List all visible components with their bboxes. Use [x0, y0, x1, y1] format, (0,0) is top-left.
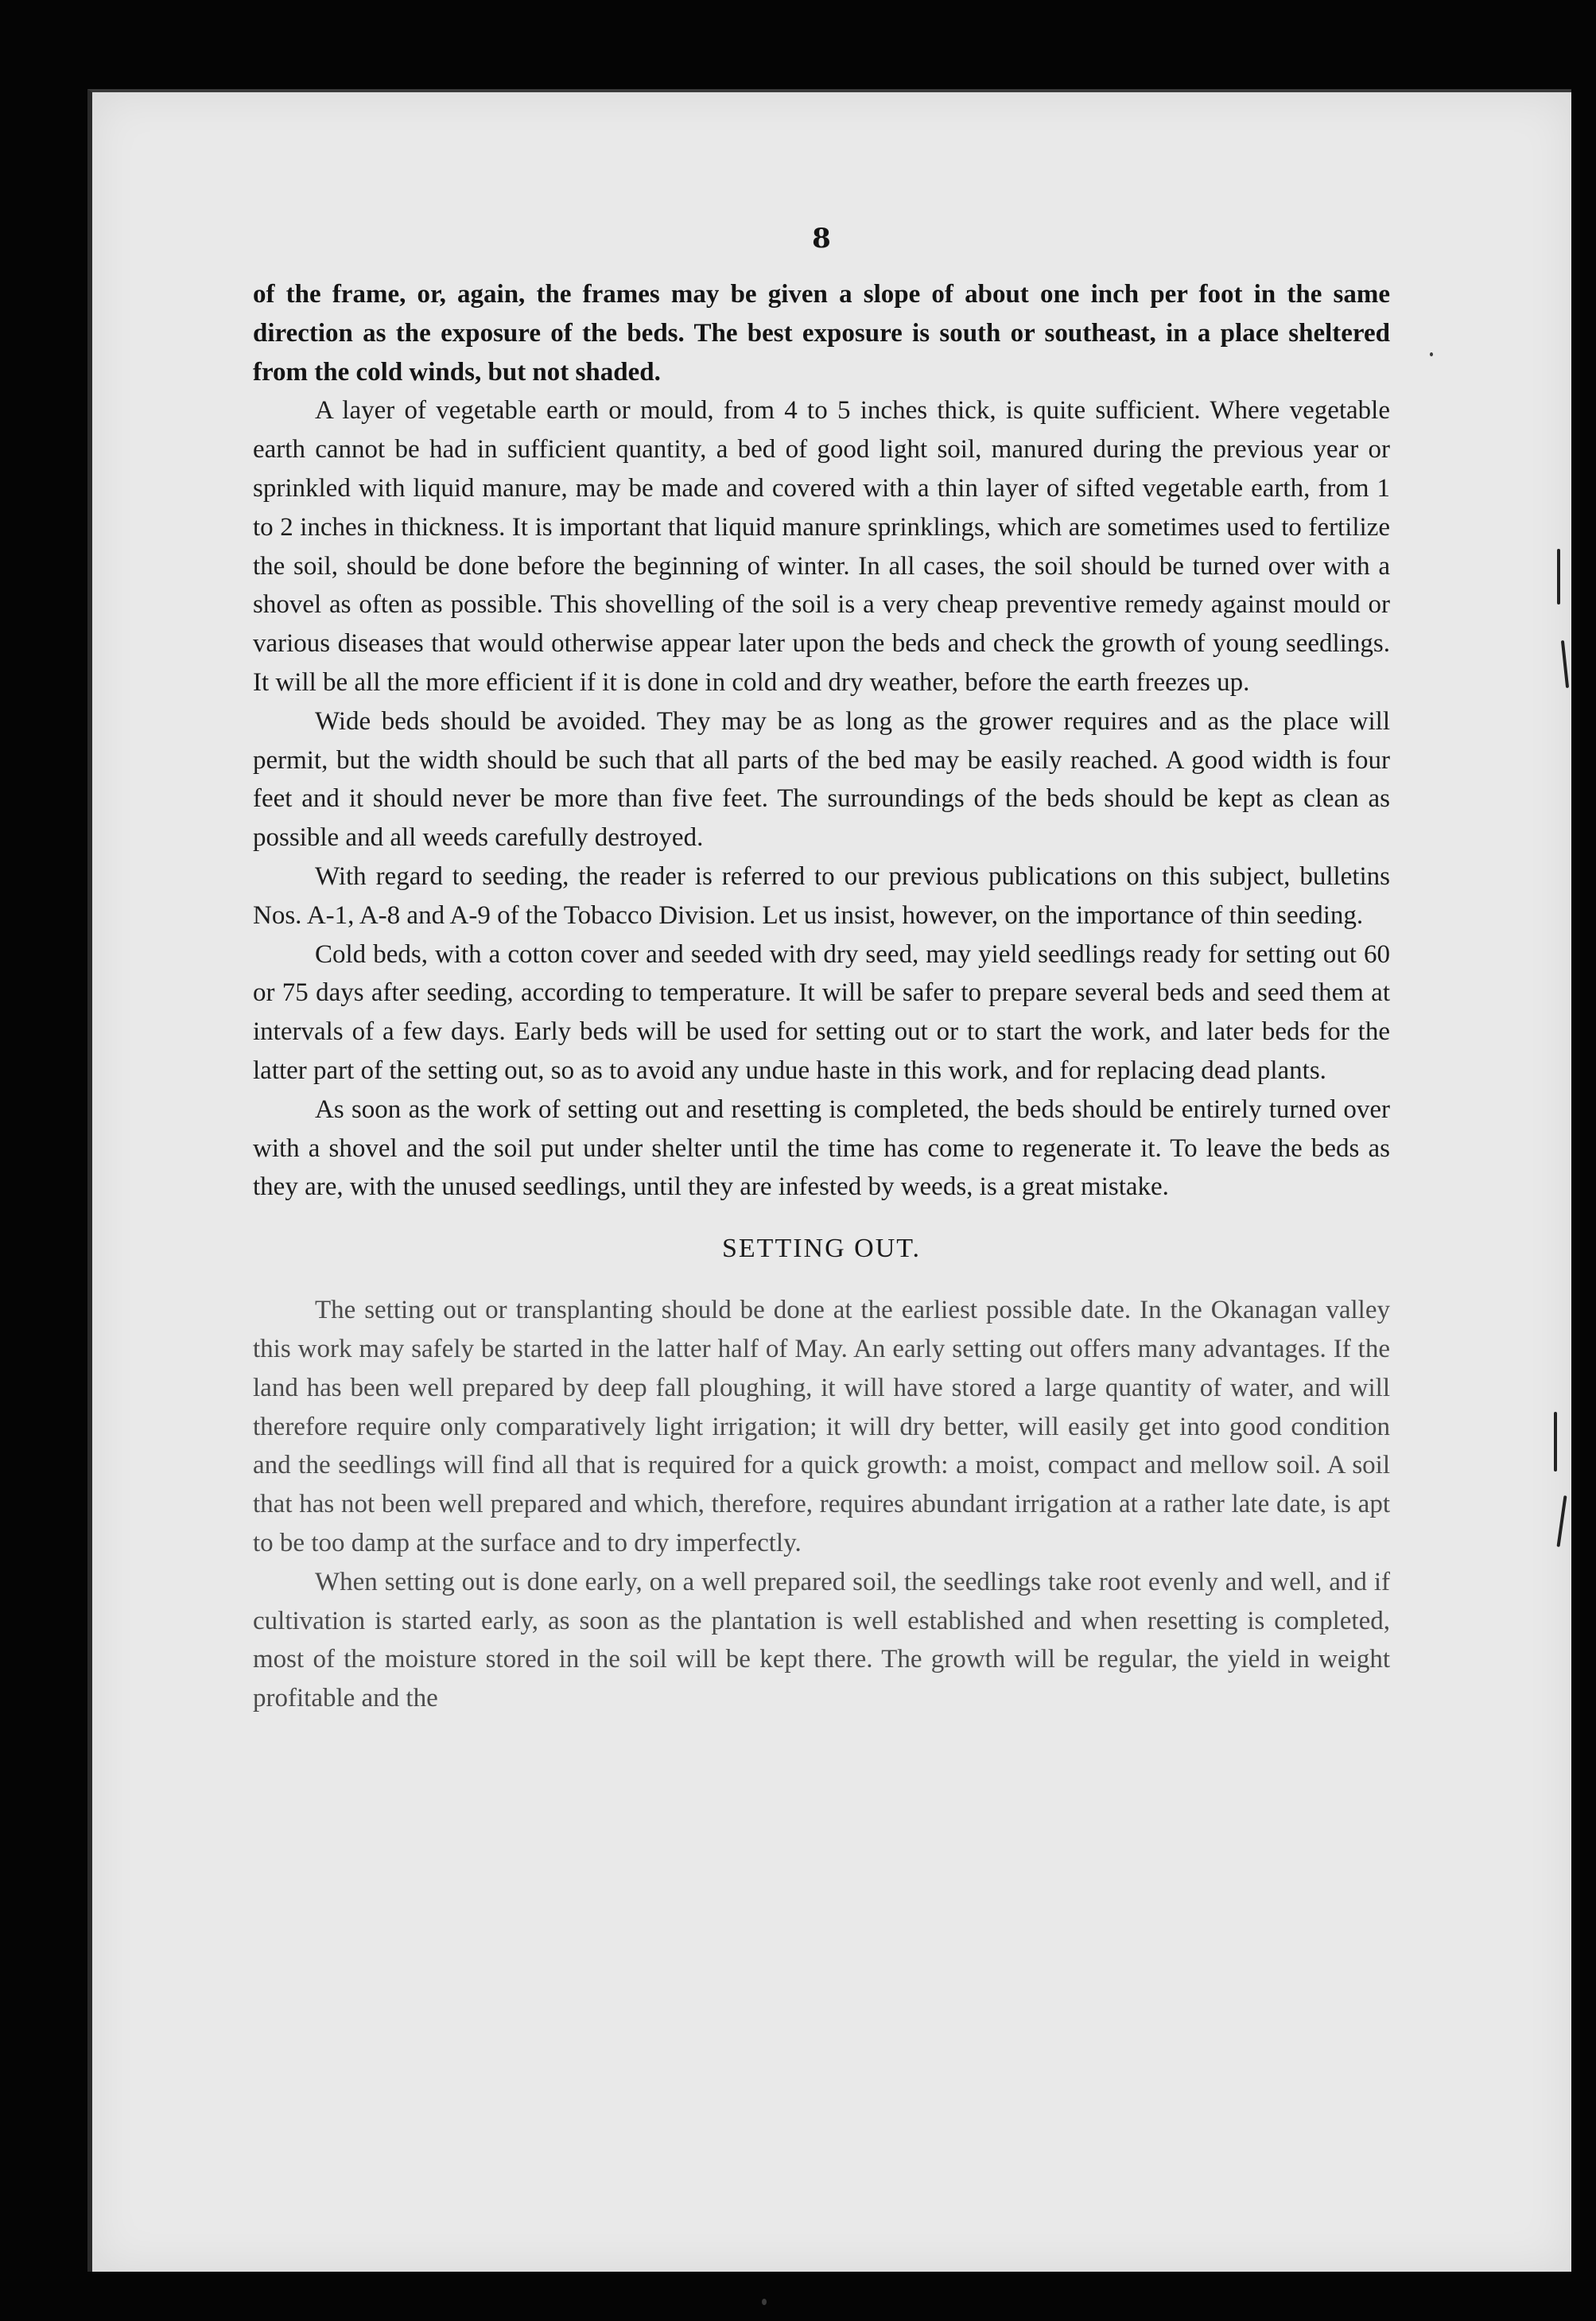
paragraph: The setting out or transplanting should be done at the earliest possible date. In the Okanagan valley this work may safely be started in the latter half of May. An early setting out offers many advantages. If the land has been well prepared by deep fall ploughing, it will have stored a large quantity of water, and will therefore require only comparatively light irrigation; it will dry better, will easily get into good condition and the seedlings will find all that is required for a quick growth: a moist, compact and mellow soil. A soil that has not been well prepared and which, therefore, requires abundant irrigation at a rather late date, is apt to be too damp at the surface and to dry imperfectly. [253, 1296, 1390, 1557]
paragraph: When setting out is done early, on a well prepared soil, the seedlings take root evenly and well, and if cultivation is started early, as soon as the plantation is well established and when resetting is completed, most of the moisture stored in the soil will be kept there. The growth will be regular, the yield in weight profitable and the [253, 1567, 1390, 1713]
margin-mark [1554, 1412, 1557, 1472]
paragraph: of the frame, or, again, the frames may be given a slope of about one inch per foot in the same direction as the exposure of the beds. The best exposure is south or southeast, in a place sheltered from the cold winds, but not shaded. [253, 280, 1390, 387]
page-number: 8 [812, 223, 831, 255]
paragraph: Wide beds should be avoided. They may be as long as the grower requires and as the place will permit, but the width should be such that all parts of the bed may be easily reached. A good width is four feet and it should never be more than five feet. The surroundings of the beds should be kept as clean as possible and all weeds carefully destroyed. [253, 706, 1390, 853]
margin-mark [1557, 549, 1560, 605]
dust-speck [762, 2299, 767, 2305]
paragraph: A layer of vegetable earth or mould, from 4 to 5 inches thick, is quite sufficient. Where vegetable earth cannot be had in sufficient quantity, a bed of good light soil, manured during the previous year or sprinkled with liquid manure, may be made and covered with a thin layer of sifted vegetable earth, from 1 to 2 inches in thickness. It is important that liquid manure sprinklings, which are sometimes used to fertilize the soil, should be done before the beginning of winter. In all cases, the soil should be turned over with a shovel as often as possible. This shovelling of the soil is a very cheap preventive remedy against mould or various diseases that would otherwise appear later upon the beds and check the growth of young seedlings. It will be all the more efficient if it is done in cold and dry weather, before the earth freezes up. [253, 396, 1390, 697]
section-heading: SETTING OUT. [722, 1234, 921, 1264]
paragraph: As soon as the work of setting out and resetting is completed, the beds should be entirely turned over with a shovel and the soil put under shelter until the time has come to regenerate it. To leave the beds as they are, with the unused seedlings, until they are infested by weeds, is a great mistake. [253, 1094, 1390, 1202]
paragraph: Cold beds, with a cotton cover and seeded with dry seed, may yield seedlings ready for setting out 60 or 75 days after seeding, according to temperature. It will be safer to prepare several beds and seed them at intervals of a few days. Early beds will be used for setting out or to start the work, and later beds for the latter part of the setting out, so as to avoid any undue haste in this work, and for replacing dead plants. [253, 939, 1390, 1085]
document-page [253, 223, 1390, 1718]
dust-speck [1430, 352, 1433, 356]
paragraph: With regard to seeding, the reader is referred to our previous publications on this subject, bulletins Nos. A-1, A-8 and A-9 of the Tobacco Division. Let us insist, however, on the importance of thin seeding. [253, 861, 1390, 930]
